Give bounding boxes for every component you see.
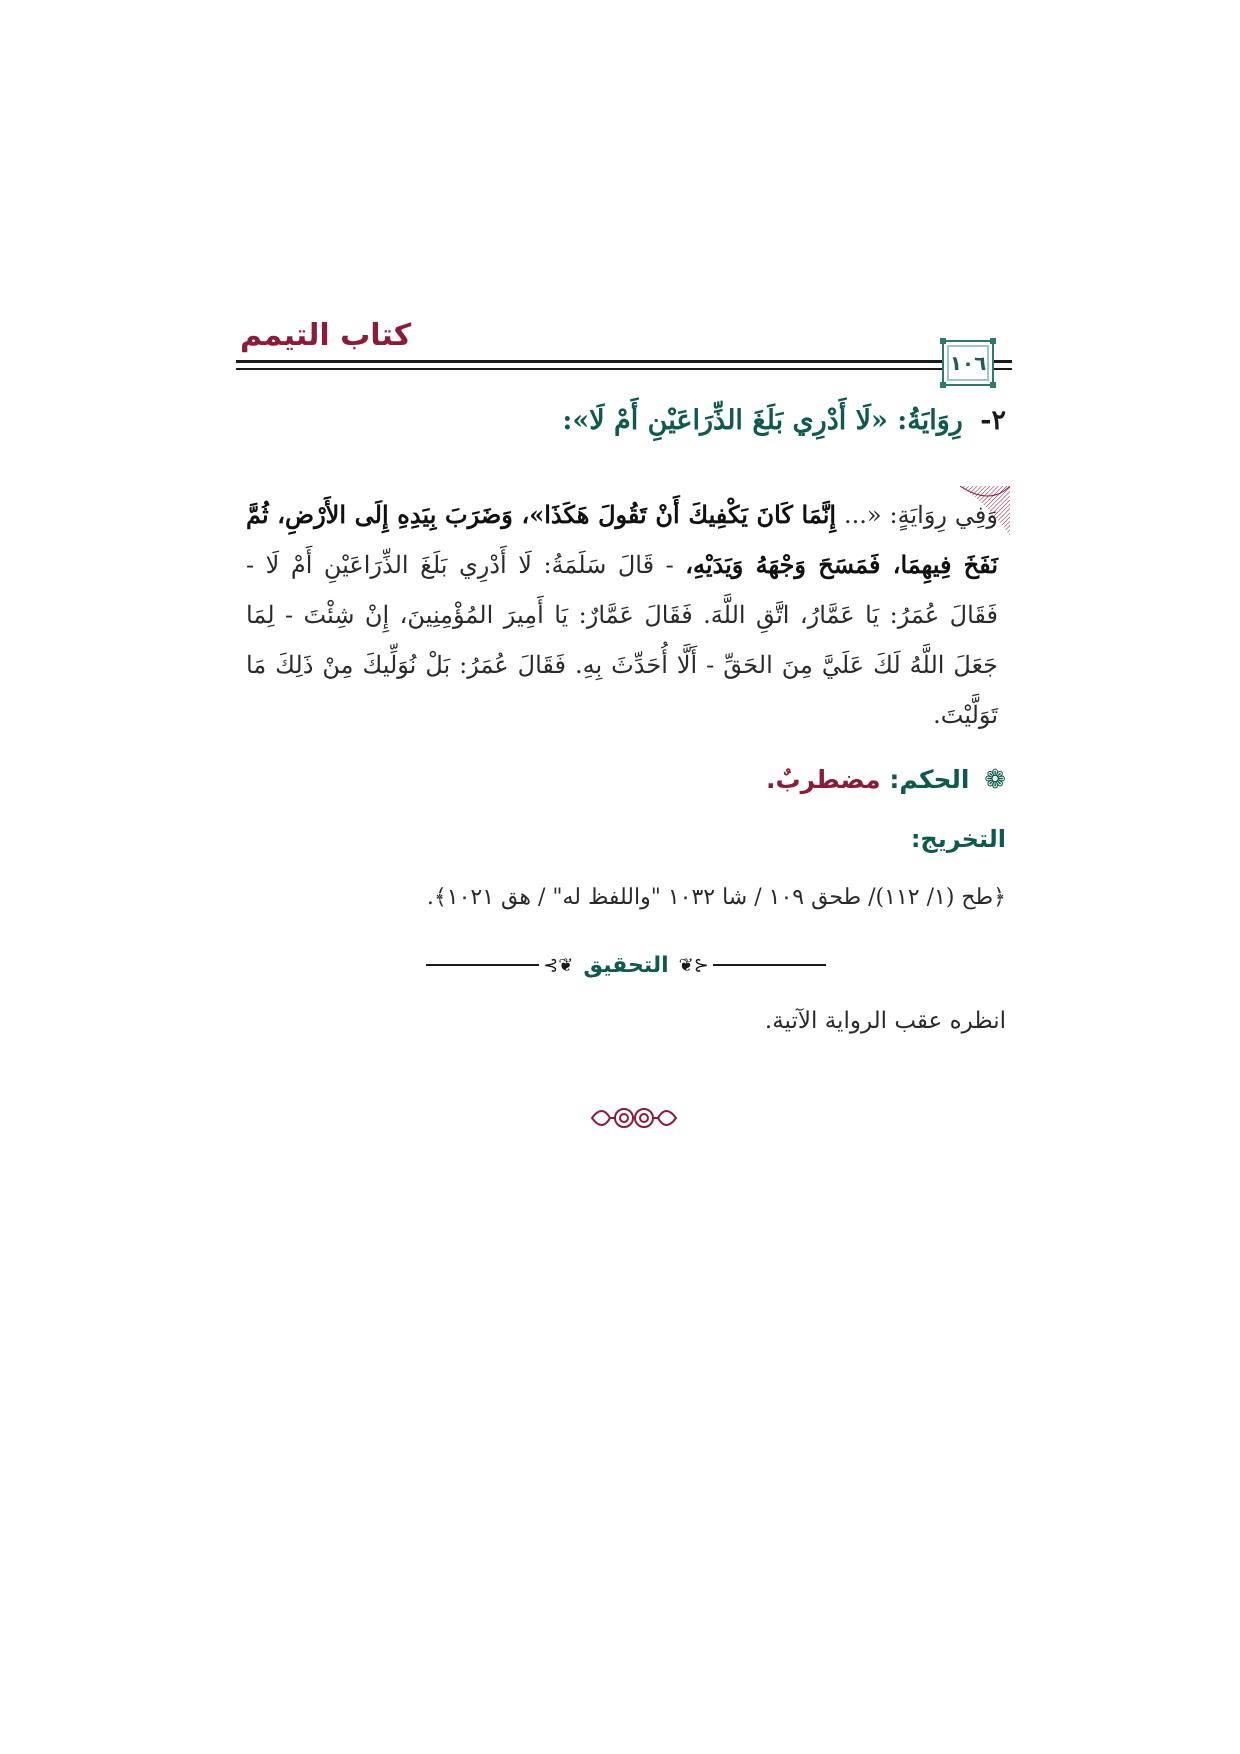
tahqiq-title: التحقيق — [583, 952, 669, 978]
body-text-rest: - قَالَ سَلَمَةُ: لَا أَدْرِي بَلَغَ الذِّرَاعَيْنِ أَمْ لَا - فَقَالَ عُمَرُ: يَا عَمَّارُ، اتَّقِ اللَّهَ. فَقَالَ عَمَّارٌ: يَا أَمِيرَ المُؤْمِنِينَ، إِنْ شِئْتَ - لِمَا جَعَلَ اللَّهُ لَكَ عَلَيَّ مِنَ الحَقِّ - أَلَّا أُحَدِّثَ بِهِ. فَقَالَ عُمَرُ: بَلْ نُوَلِّيكَ مِنْ ذَلِكَ مَا تَوَلَّيْتَ. — [246, 551, 998, 729]
book-title: كتاب التيمم — [240, 318, 412, 353]
end-ornament-icon — [584, 1100, 684, 1136]
section-heading — [236, 405, 1006, 436]
section-number: ٢- — [980, 405, 1006, 436]
section-heading-text: رِوَايَةُ: «لَا أَدْرِي بَلَغَ الذِّرَاعَيْنِ أَمْ لَا»: — [562, 405, 963, 436]
swirl-ornament-icon: ⊰❦ — [543, 954, 574, 976]
divider-line — [713, 964, 826, 966]
frame-corner-ornament — [990, 338, 996, 344]
page-number: ١٠٦ — [949, 351, 987, 375]
tahqiq-note: انظره عقب الرواية الآتية. — [764, 1008, 1006, 1034]
header-rule — [236, 360, 1012, 363]
divider-line — [426, 964, 539, 966]
hadith-paragraph — [246, 490, 998, 740]
takhrij-heading: التخريج: — [910, 825, 1006, 853]
ruling-value: مضطربٌ. — [766, 765, 881, 794]
swirl-ornament-icon: ❦⊱ — [678, 954, 709, 976]
page-number-frame — [942, 340, 994, 386]
tahqiq-divider — [426, 950, 826, 980]
takhrij-references: ﴿طح (١/ ١١٢)/ طحق ١٠٩ / شا ١٠٣٢ "واللفظ له" / هق ١٠٢١﴾. — [426, 885, 1006, 910]
flower-icon: ❁ — [984, 765, 1006, 795]
header-rule-thin — [236, 368, 1012, 370]
frame-corner-ornament — [940, 338, 946, 344]
frame-corner-ornament — [990, 382, 996, 388]
ruling-label: الحكم: — [889, 765, 970, 794]
body-text-intro: وَفِي رِوَايَةٍ: «... — [836, 501, 998, 529]
body-text-bold: إِنَّمَا كَانَ يَكْفِيكَ أَنْ تَقُولَ هَكَذَا»، وَضَرَبَ بِيَدِهِ إِلَى الأَرْضِ، ثُمَّ نَفَخَ فِيهِمَا، فَمَسَحَ وَجْهَهُ وَيَدَيْهِ، — [246, 500, 998, 579]
ruling-line — [236, 765, 1006, 795]
frame-corner-ornament — [940, 382, 946, 388]
